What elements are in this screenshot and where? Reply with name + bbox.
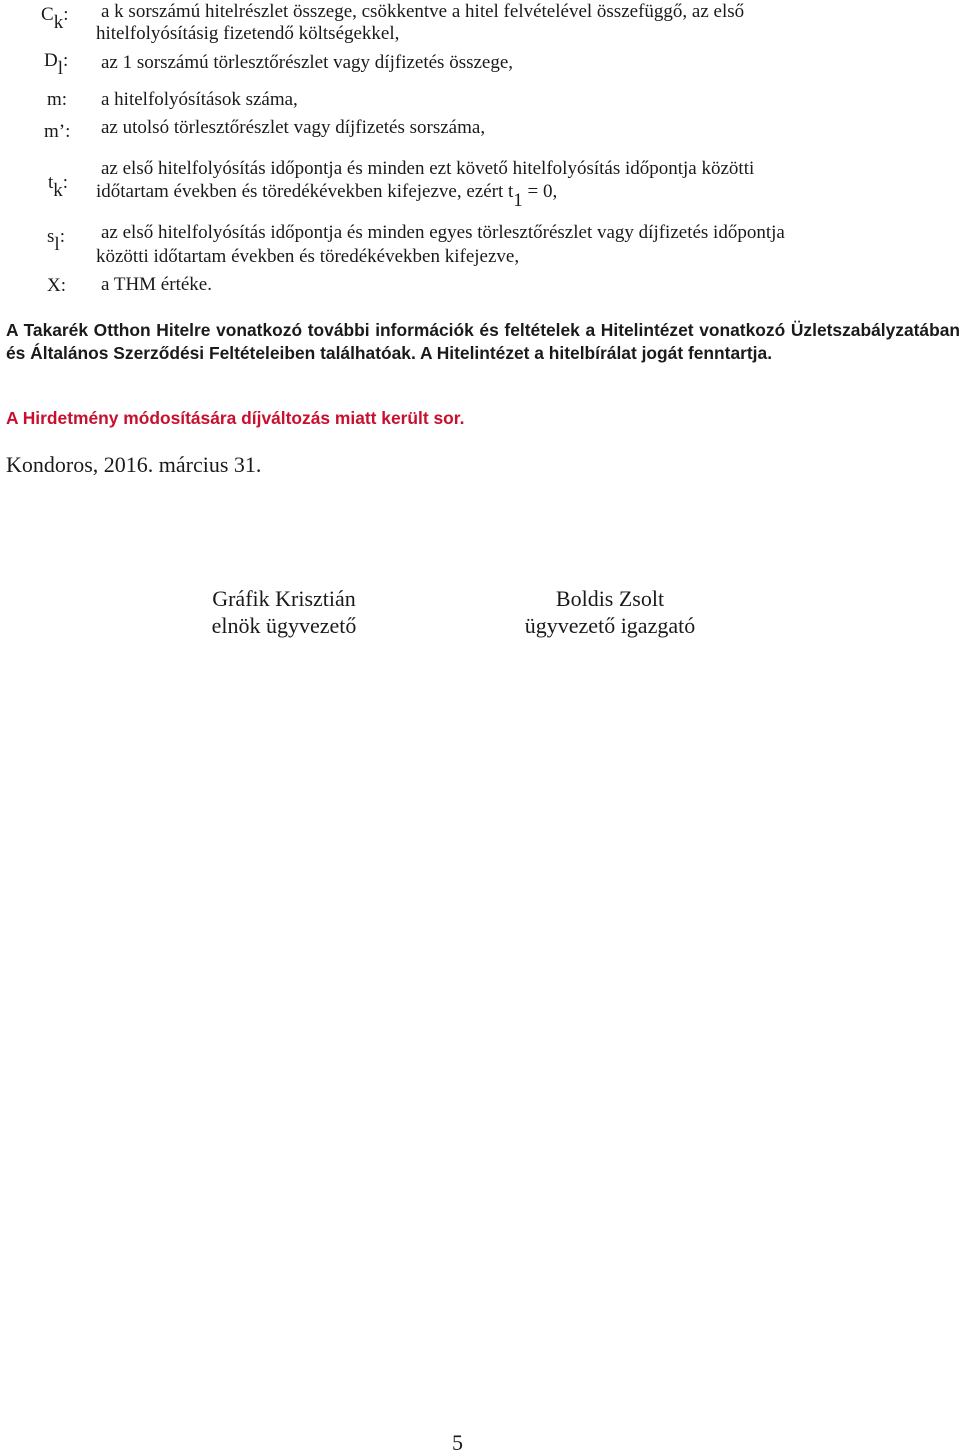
page-number: 5 (452, 1430, 463, 1455)
definition-text-sl-line1: az első hitelfolyósítás időpontja és minden egyes törlesztőrészlet vagy díjfizetés időpontja (101, 222, 785, 243)
symbol-letter: t (48, 172, 54, 193)
symbol-subscript: l (54, 234, 60, 255)
info-paragraph: A Takarék Otthon Hitelre vonatkozó további információk és feltételek a Hitelintézet vonatkozó Üzletszabályzatában és Általános Szerződési Feltételeiben találhatóak. A Hitelintézet a hitelbírálat jogát fenntartja. (6, 320, 960, 363)
symbol-colon: : (63, 4, 69, 25)
definition-text-x: a THM értéke. (101, 274, 212, 295)
definition-symbol-m: m: (47, 89, 68, 110)
definition-symbol-sl (47, 226, 65, 255)
symbol-letter: C (41, 4, 54, 25)
definition-text-tk-main: időtartam években és töredékévekben kifejezve, ezért t (96, 181, 514, 202)
symbol-subscript: l (57, 58, 64, 79)
symbol-subscript: k (53, 180, 63, 201)
definition-text-ck-line1: a k sorszámú hitelrészlet összege, csökkentve a hitel felvételével összefüggő, az első (101, 1, 745, 22)
symbol-colon: : (62, 172, 69, 193)
signatory-1 (204, 585, 364, 639)
definition-symbol-dl (44, 50, 69, 79)
symbol-letter: D (44, 50, 58, 71)
inline-subscript: 1 (513, 190, 523, 211)
signatory-name: Boldis Zsolt (555, 586, 665, 611)
signatory-2 (510, 585, 710, 639)
symbol-colon: : (59, 226, 65, 247)
definition-text-ck-line2: hitelfolyósításig fizetendő költségekkel, (96, 23, 400, 44)
definition-symbol-ck (41, 4, 69, 33)
signatory-title: elnök ügyvezető (211, 613, 357, 638)
modification-notice: A Hirdetmény módosítására díjváltozás miatt került sor. (6, 408, 465, 428)
definition-text-m-prime: az utolsó törlesztőrészlet vagy díjfizetés sorszáma, (101, 117, 486, 138)
place-date: Kondoros, 2016. március 31. (6, 452, 262, 477)
signatory-name: Gráfik Krisztián (212, 586, 356, 611)
definition-text-tk-line2 (96, 181, 558, 211)
definition-text-tk-line1: az első hitelfolyósítás időpontja és minden ezt követő hitelfolyósítás időpontja közötti (101, 158, 755, 179)
definition-symbol-m-prime: m’: (44, 121, 71, 142)
symbol-subscript: k (53, 12, 64, 33)
definition-text-sl-line2: közötti időtartam években és töredékévekben kifejezve, (96, 246, 520, 267)
signatory-title: ügyvezető igazgató (524, 613, 696, 638)
symbol-letter: s (47, 226, 55, 247)
definition-text-tk-tail: = 0, (527, 181, 558, 202)
definition-symbol-x: X: (47, 275, 66, 296)
symbol-colon: : (63, 50, 69, 71)
definition-symbol-tk (48, 172, 69, 201)
definition-text-m: a hitelfolyósítások száma, (101, 89, 298, 110)
definition-text-dl: az 1 sorszámú törlesztőrészlet vagy díjfizetés összege, (101, 52, 514, 73)
